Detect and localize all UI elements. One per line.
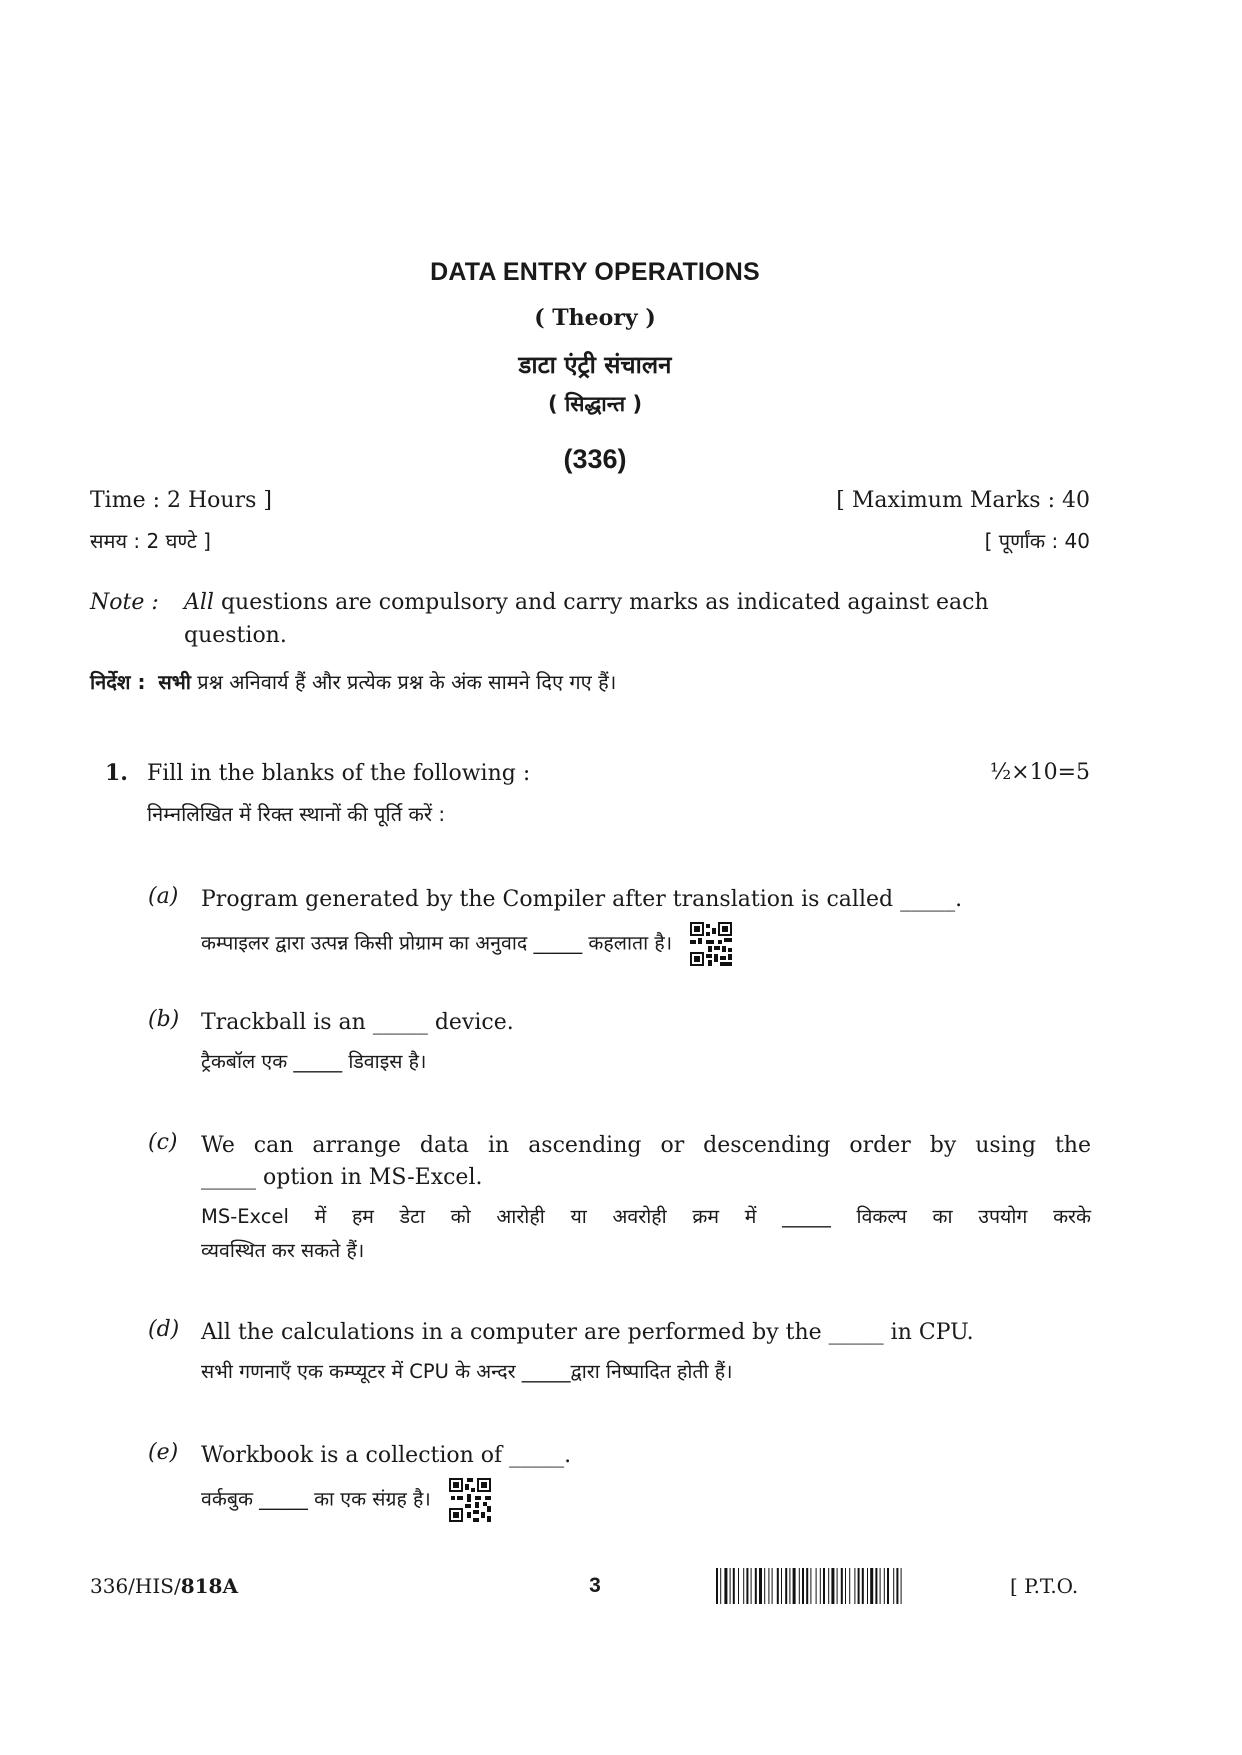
question-1-text: Fill in the blanks of the following : [147, 761, 531, 786]
paper-title-hindi: डाटा एंट्री संचालन [518, 351, 672, 379]
item-text-english: Workbook is a collection of _____. [201, 1443, 572, 1468]
qr-code-icon [690, 922, 732, 966]
item-text-hindi-line-1: MS-Excel में हम डेटा को आरोही या अवरोही क्रम में _____ विकल्प का उपयोग करके [201, 1205, 1091, 1228]
max-marks-english: [ Maximum Marks : 40 [836, 488, 1090, 513]
item-text-english-line-2: _____ option in MS-Excel. [201, 1165, 483, 1190]
item-text-hindi: सभी गणनाएँ एक कम्प्यूटर में CPU के अन्दर _____द्वारा निष्पादित होती हैं। [201, 1360, 733, 1383]
barcode-icon [716, 1568, 992, 1604]
note-text-rest: questions are compulsory and carry marks as indicated against each question. [184, 590, 989, 648]
note-text-emphasis: All [184, 590, 214, 615]
max-marks-hindi: [ पूर्णांक : 40 [984, 529, 1090, 553]
question-item-e [148, 1440, 1093, 1520]
pto-label: [ P.T.O. [1010, 1574, 1079, 1598]
page-number: 3 [589, 1574, 601, 1597]
item-label: (b) [148, 1007, 180, 1032]
note-label: Note : [90, 590, 159, 615]
paper-code-bold: 818A [180, 1574, 238, 1598]
time-hindi: समय : 2 घण्टे ] [90, 529, 211, 553]
item-text-hindi: ट्रैकबॉल एक _____ डिवाइस है। [201, 1050, 427, 1073]
item-text-hindi-line-2: व्यवस्थित कर सकते हैं। [201, 1239, 365, 1262]
question-1 [105, 760, 1090, 786]
paper-code-prefix: 336/HIS/ [90, 1574, 181, 1598]
item-text-english: Trackball is an _____ device. [201, 1010, 514, 1035]
question-item-c [148, 1130, 1093, 1270]
question-item-a [148, 884, 1093, 964]
item-text-english: All the calculations in a computer are performed by the _____ in CPU. [201, 1320, 974, 1345]
note-text [184, 586, 1050, 652]
question-1-number: 1. [105, 760, 128, 786]
item-label: (e) [148, 1440, 179, 1465]
item-text-hindi: वर्कबुक _____ का एक संग्रह है। [201, 1487, 431, 1511]
item-label: (c) [148, 1130, 178, 1155]
item-label: (a) [148, 884, 179, 909]
question-1-text-hindi: निम्नलिखित में रिक्त स्थानों की पूर्ति करें : [147, 802, 446, 826]
note-label-hindi: निर्देश : [90, 670, 146, 694]
note-bold-hindi: सभी [158, 670, 191, 694]
item-label: (d) [148, 1317, 180, 1342]
item-text-hindi: कम्पाइलर द्वारा उत्पन्न किसी प्रोग्राम का अनुवाद _____ कहलाता है। [201, 931, 673, 955]
item-text-english-line-1: We can arrange data in ascending or descending order by using the [201, 1133, 1091, 1158]
item-text-hindi-row [201, 1478, 1091, 1522]
note-text-hindi: प्रश्न अनिवार्य हैं और प्रत्येक प्रश्न के अंक सामने दिए गए हैं। [190, 670, 617, 694]
note-hindi [90, 668, 1050, 695]
paper-subtitle-hindi: ( सिद्धान्त ) [547, 392, 643, 416]
question-item-b [148, 1007, 1093, 1087]
qr-code-icon [449, 1478, 491, 1522]
question-item-d [148, 1317, 1093, 1397]
note-english [90, 586, 1050, 652]
time-english: Time : 2 Hours ] [90, 488, 272, 513]
item-text-english: Program generated by the Compiler after translation is called _____. [201, 887, 963, 912]
question-1-marks: ½×10=5 [989, 760, 1090, 785]
paper-subtitle: ( Theory ) [534, 305, 656, 331]
paper-title: DATA ENTRY OPERATIONS [430, 258, 760, 286]
item-text-hindi-row [201, 922, 1091, 966]
paper-code: (336) [563, 444, 627, 474]
